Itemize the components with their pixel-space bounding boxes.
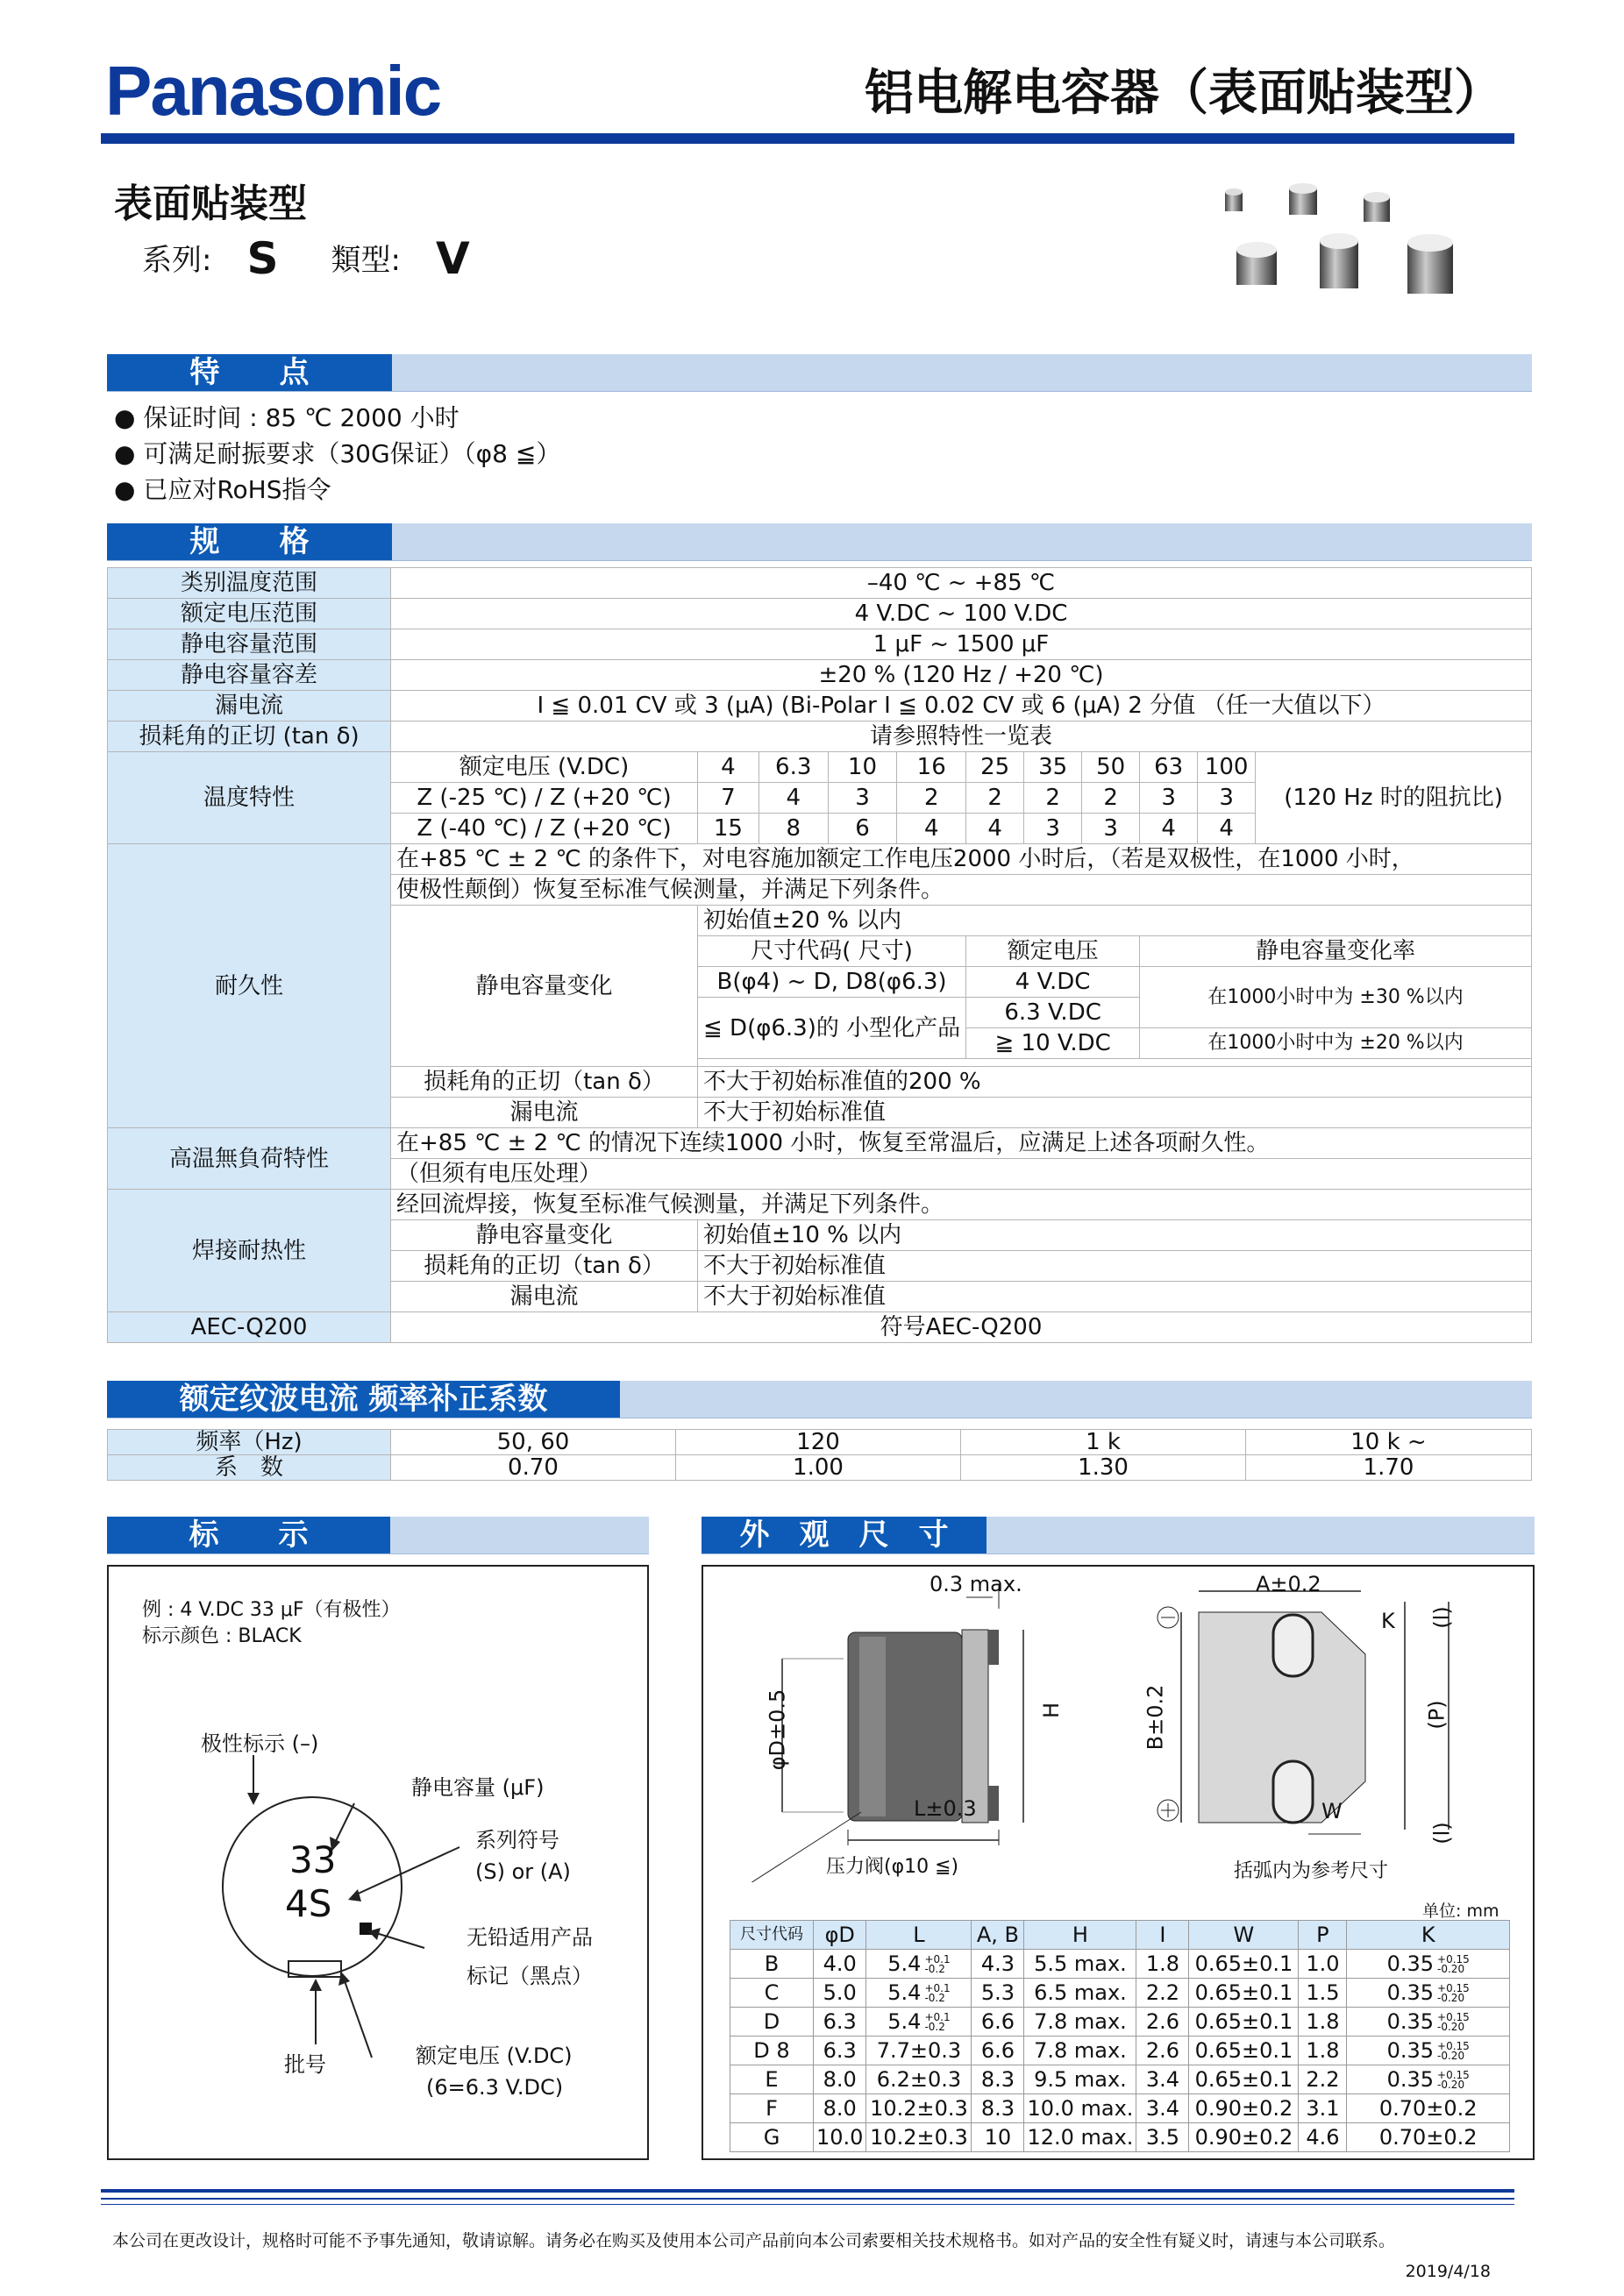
series-line <box>142 233 523 284</box>
temp-row: Z (-25 ℃) / Z (+20 ℃) 7 4 3 2 2 2 2 3 3 <box>108 783 1532 814</box>
dim-row: C 5.0 5.4 +0.1 -0.2 5.3 6.5 max. 2.2 0.65±0.1 1.5 0.35 +0.15 -0.20 <box>730 1979 1510 2008</box>
dim-label-valve: 压力阀(φ10 ≦) <box>826 1856 959 1878</box>
footer-note: 本公司在更改设计，规格时可能不予事先通知，敬请谅解。请务必在购买及使用本公司产品前向本公司索要相关技术规格书。如对产品的安全性有疑义时，请速与本公司联系。 <box>112 2231 1396 2250</box>
dim-label-max: 0.3 max. <box>930 1572 1022 1596</box>
feature-item: ● 已应对RoHS指令 <box>114 475 331 504</box>
specs-heading: 规 格 <box>107 523 392 560</box>
marking-capacitance-text: 33 <box>289 1838 337 1881</box>
footer-rule <box>101 2204 1514 2205</box>
dim-row: D 6.3 5.4 +0.1 -0.2 6.6 7.8 max. 2.6 0.65±0.1 1.8 0.35 +0.15 -0.20 <box>730 2008 1510 2037</box>
dim-label-a: A±0.2 <box>1256 1572 1321 1596</box>
dimensions-heading: 外 观 尺 寸 <box>702 1517 987 1553</box>
spec-row: 静电容量范围 1 μF ~ 1500 μF <box>108 629 1532 660</box>
label-series-symbol: 系列符号 <box>475 1828 559 1852</box>
label-series-symbol-values: (S) or (A) <box>475 1859 571 1884</box>
dimensions-panel <box>702 1565 1535 2160</box>
dim-label-l-top: (l) <box>1429 1606 1455 1629</box>
dim-label-reference: 括弧内为参考尺寸 <box>1234 1860 1389 1882</box>
dim-unit: 单位: mm <box>1422 1901 1499 1921</box>
spec-row: 漏电流 I ≦ 0.01 CV 或 3 (μA) (Bi-Polar I ≦ 0.02 CV 或 6 (μA) 2 分值 （任一大值以下） <box>108 691 1532 721</box>
footer-rule <box>101 2198 1514 2200</box>
type-heading: 表面贴装型 <box>114 181 307 226</box>
dim-label-l: L±0.3 <box>914 1796 977 1821</box>
ripple-table: 频率（Hz) 50, 60 120 1 k 10 k ~ 系 数 0.70 1.00 1.30 1.70 <box>107 1429 1532 1481</box>
footer-rule <box>101 2189 1514 2193</box>
spec-row: 损耗角的正切 (tan δ) 请参照特性一览表 <box>108 721 1532 752</box>
kind-label: 類型: <box>331 243 401 278</box>
spec-row: 类别温度范围 –40 ℃ ~ +85 ℃ <box>108 568 1532 599</box>
dimensions-section-bar <box>702 1517 1535 1554</box>
ripple-heading: 额定纹波电流 频率补正系数 <box>107 1381 620 1418</box>
features-section-bar <box>107 354 1532 392</box>
label-voltage: 额定电压 (V.DC) <box>416 2044 573 2068</box>
dim-label-k: K <box>1381 1609 1395 1633</box>
marking-code-text: 4S <box>285 1882 332 1925</box>
marking-color: 标示颜色 : BLACK <box>142 1625 302 1647</box>
marking-section-bar <box>107 1517 649 1554</box>
brand-logo: Panasonic <box>105 52 441 130</box>
dim-row: G 10.0 10.2±0.3 10 12.0 max. 3.5 0.90±0.2 4.6 0.70±0.2 <box>730 2123 1510 2152</box>
dimensions-table <box>730 1920 1510 2152</box>
dim-label-h: H <box>1039 1702 1065 1719</box>
aec-row: AEC-Q200 符号AEC-Q200 <box>108 1312 1532 1343</box>
footer-date: 2019/4/18 <box>1405 2262 1491 2281</box>
header-rule <box>101 133 1514 144</box>
marking-panel <box>107 1565 649 2160</box>
feature-item: ● 可满足耐振要求（30G保证）（φ8 ≦） <box>114 439 561 468</box>
document-title: 铝电解电容器（表面贴装型） <box>865 65 1503 122</box>
dim-label-p: (P) <box>1424 1700 1449 1730</box>
dim-row: B 4.0 5.4 +0.1 -0.2 4.3 5.5 max. 1.8 0.65±0.1 1.0 0.35 +0.15 -0.20 <box>730 1950 1510 1979</box>
dim-label-w: W <box>1321 1799 1343 1823</box>
dim-row: E 8.0 6.2±0.3 8.3 9.5 max. 3.4 0.65±0.1 2.2 0.35 +0.15 -0.20 <box>730 2065 1510 2094</box>
spec-row: 额定电压范围 4 V.DC ~ 100 V.DC <box>108 599 1532 629</box>
dim-header-row: 尺寸代码 φD L A, B H I W P K <box>730 1921 1510 1950</box>
marking-example: 例 : 4 V.DC 33 μF（有极性） <box>142 1599 401 1621</box>
product-photo <box>1206 180 1478 311</box>
solder-row: 焊接耐热性 经回流焊接，恢复至标准气候测量，并满足下列条件。 <box>108 1190 1532 1220</box>
specs-section-bar <box>107 523 1532 561</box>
label-polarity: 极性标示 (–) <box>201 1731 319 1756</box>
temp-row: Z (-40 ℃) / Z (+20 ℃) 15 8 6 4 4 3 3 4 4 <box>108 814 1532 844</box>
marking-heading: 标 示 <box>107 1517 390 1553</box>
temp-row: 温度特性 额定电压 (V.DC) 4 6.3 10 16 25 35 50 63 100 (120 Hz 时的阻抗比) <box>108 752 1532 783</box>
dim-label-b: B±0.2 <box>1143 1684 1168 1751</box>
spec-row: 静电容量容差 ±20 % (120 Hz / +20 ℃) <box>108 660 1532 691</box>
shelf-row: 高温無負荷特性 在+85 ℃ ± 2 ℃ 的情况下连续1000 小时，恢复至常温后，应满足上述各项耐久性。 <box>108 1128 1532 1159</box>
kind-value: V <box>435 233 470 284</box>
ripple-section-bar <box>107 1381 1532 1418</box>
dim-label-l-bottom: (l) <box>1429 1822 1455 1845</box>
dim-label-d: φD±0.5 <box>765 1688 790 1771</box>
label-voltage-note: (6=6.3 V.DC) <box>426 2075 564 2100</box>
features-list <box>114 400 560 508</box>
feature-item: ● 保证时间 : 85 ℃ 2000 小时 <box>114 403 459 432</box>
dim-row: F 8.0 10.2±0.3 8.3 10.0 max. 3.4 0.90±0.2 3.1 0.70±0.2 <box>730 2094 1510 2123</box>
features-heading: 特 点 <box>107 354 392 391</box>
outline-drawing <box>703 1567 1533 1882</box>
specs-table: 类别温度范围 –40 ℃ ~ +85 ℃ 额定电压范围 4 V.DC ~ 100 V.DC 静电容量范围 1 μF ~ 1500 μF 静电容量容差 ±20 % (120 Hz / +20 ℃) 漏电流 I ≦ 0.01 CV 或 3 (μA) (Bi-Polar I ≦ 0.02 CV 或 6 (μA) 2 分值 （任一大值以下） 损耗角的正切 (tan δ) 请参照特性一览表 温度特性 额定电压 (V.DC) 4 6.3 10 16 25 35 50 63 100 (120 Hz 时的阻抗比) Z (-25 ℃) / Z (+20 ℃) 7 4 3 2 2 2 2 3 3 Z (-40 ℃) / Z (+20 ℃) 15 8 6 4 4 3 3 4 4 耐久性 在+85 ℃ ± 2 ℃ 的条件下，对电容施加额定工作电压2000 小时后，（若是双极性，在1000 小时， 使极性颠倒）恢复至标准气候测量，并满足下列条件。 静电容量变化 初始值±20 % 以内 尺寸代码( 尺寸) 额定电压 静电容量变化率 B(φ4) ~ D, D8(φ6.3) 4 V.DC 在1000小时中为 ±30 %以内 ≦ D(φ6.3)的 小型化产品 6.3 V.DC ≧ 10 V.DC 在1000小时中为 ±20 %以内 损耗角的正切（tan δ） 不大于初始标准值的200 % 漏电流 不大于初始标准值 高温無負荷特性 在+85 ℃ ± 2 ℃ 的情况下连续1000 小时，恢复至常温后，应满足上述各项耐久性。 （但须有电压处理） 焊接耐热性 经回流焊接，恢复至标准气候测量，并满足下列条件。 静电容量变化 初始值±10 % 以内 损耗角的正切（tan δ） 不大于初始标准值 漏电流 不大于初始标准值 AEC-Q200 符号AEC-Q200 <box>107 567 1532 1343</box>
dim-row: D 8 6.3 7.7±0.3 6.6 7.8 max. 2.6 0.65±0.1 1.8 0.35 +0.15 -0.20 <box>730 2037 1510 2065</box>
label-capacitance: 静电容量 (μF) <box>411 1775 545 1800</box>
label-leadfree-mark: 标记（黑点） <box>467 1964 593 1988</box>
series-label: 系列: <box>142 243 212 278</box>
label-leadfree: 无铅适用产品 <box>467 1925 593 1950</box>
series-value: S <box>246 233 279 284</box>
label-lot: 批号 <box>284 2052 326 2077</box>
endurance-row: 耐久性 在+85 ℃ ± 2 ℃ 的条件下，对电容施加额定工作电压2000 小时后，（若是双极性，在1000 小时， <box>108 844 1532 875</box>
